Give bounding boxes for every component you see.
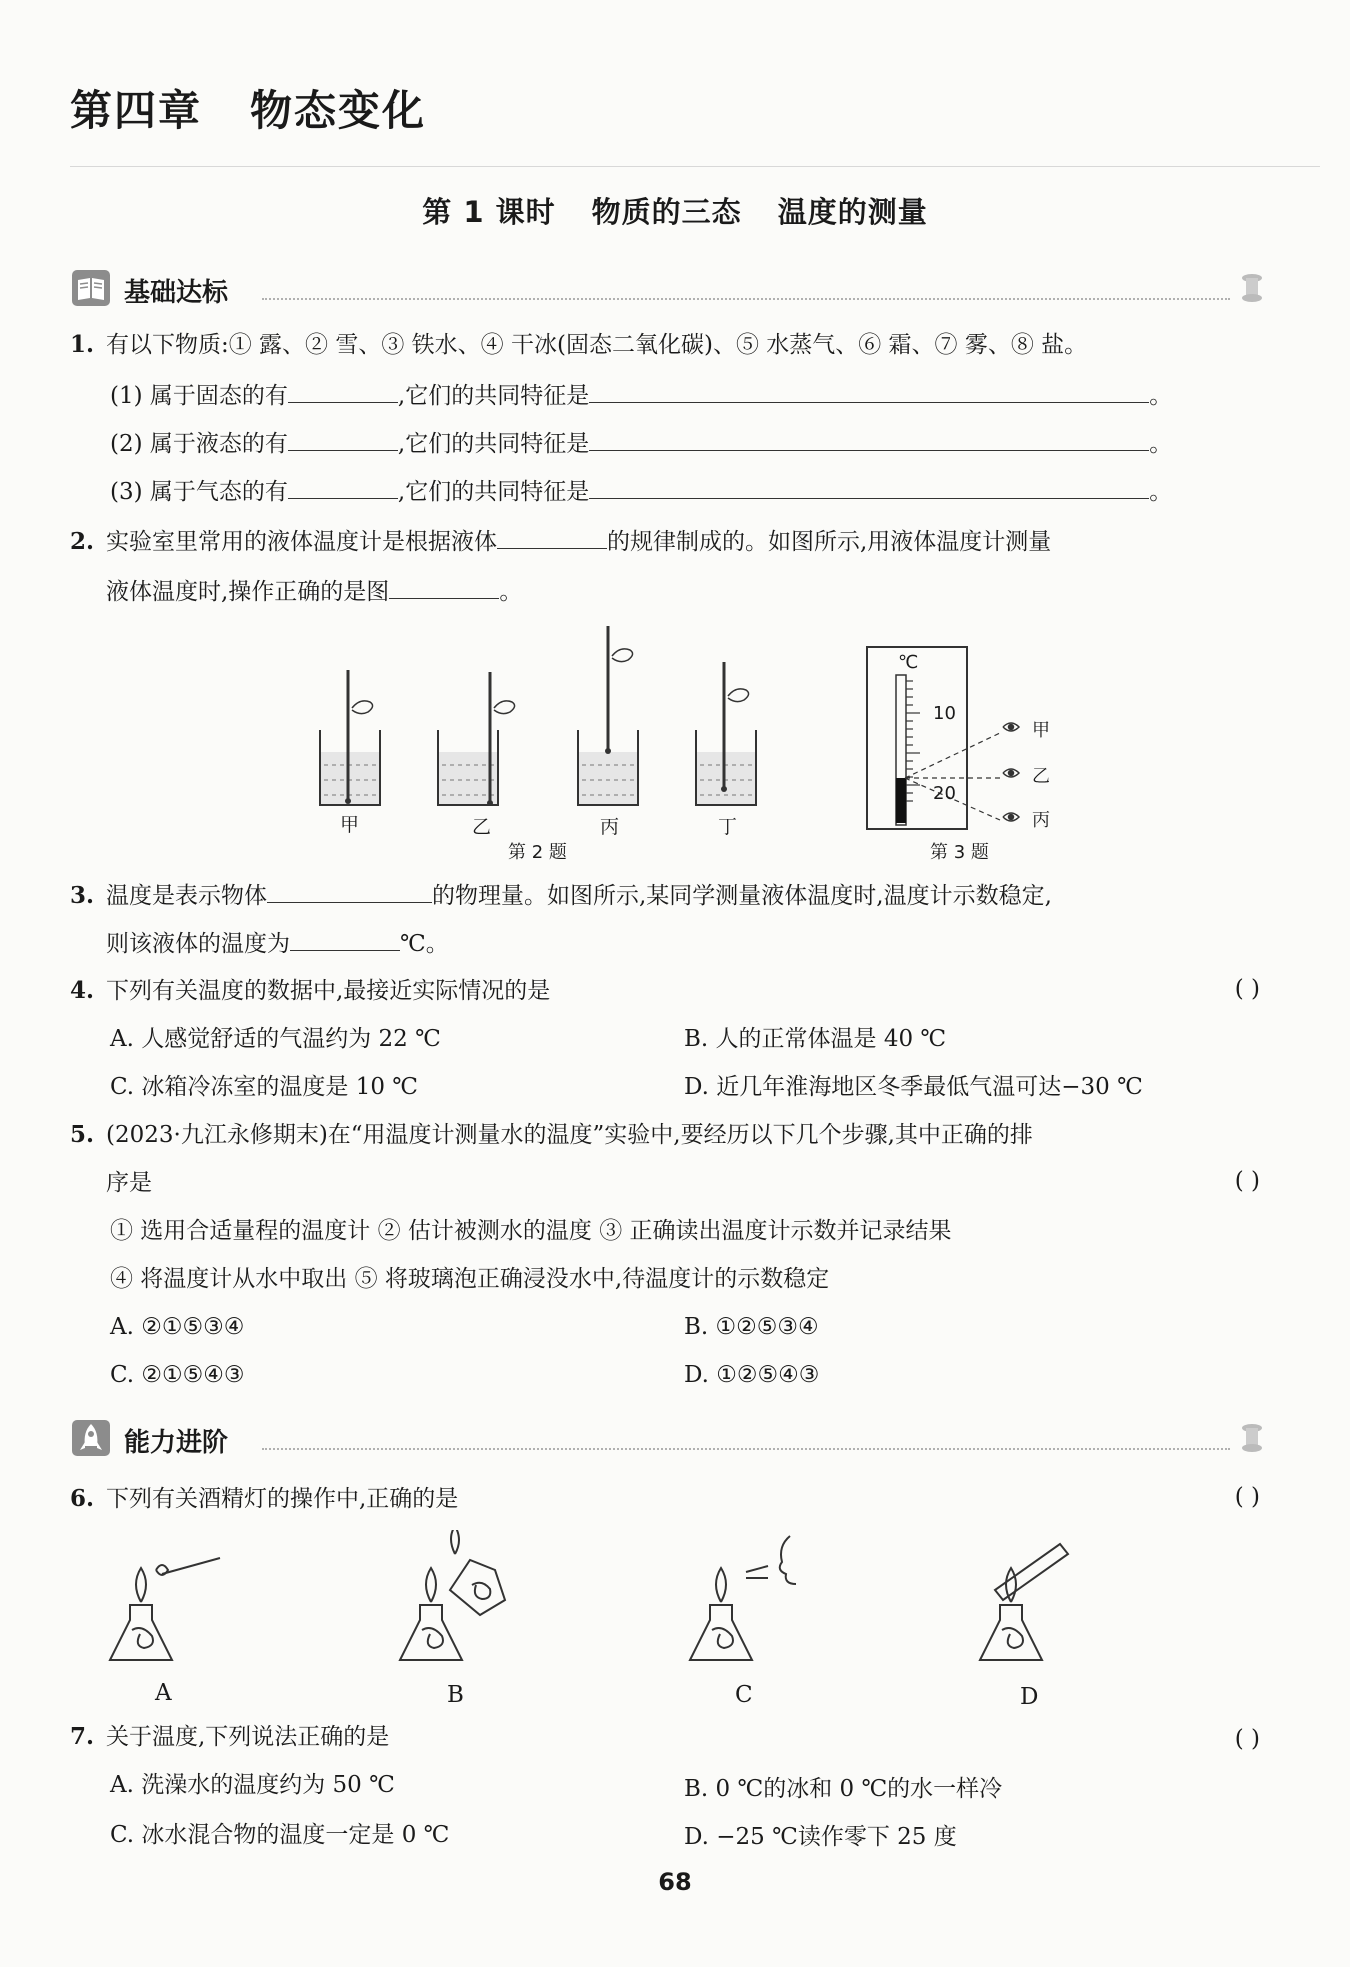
answer-paren[interactable]: ( )	[1234, 1726, 1260, 1752]
q1-part-2	[110, 428, 1172, 459]
lamp-label-b: B	[447, 1682, 464, 1708]
option-b: B. 人的正常体温是 40 ℃	[684, 1026, 947, 1052]
section-rule	[262, 298, 1230, 300]
part-text: (2) 属于液态的有	[110, 431, 288, 457]
question-number: 5.	[70, 1121, 95, 1148]
q4-stem	[70, 976, 550, 1006]
answer-blank[interactable]	[288, 380, 398, 403]
answer-blank[interactable]	[497, 526, 607, 549]
beaker-label-bing: 丙	[600, 816, 620, 838]
question-number: 7.	[70, 1723, 95, 1750]
chapter-label: 第四章	[70, 86, 203, 135]
part-text: (1) 属于固态的有	[110, 383, 288, 409]
option-c: C. 冰水混合物的温度一定是 0 ℃	[110, 1822, 450, 1848]
question-text: (2023·九江永修期末)在“用温度计测量水的温度”实验中,要经历以下几个步骤,其中正确的排	[106, 1122, 1033, 1148]
question-number: 3.	[70, 882, 95, 909]
question-text: 关于温度,下列说法正确的是	[106, 1724, 390, 1750]
q5-steps-1: ① 选用合适量程的温度计 ② 估计被测水的温度 ③ 正确读出温度计示数并记录结果	[110, 1218, 952, 1244]
option-d: D. 近几年淮海地区冬季最低气温可达−30 ℃	[684, 1074, 1143, 1100]
thermometer-tick-20: 20	[933, 783, 956, 804]
part-end: 。	[1149, 479, 1173, 505]
eye-label-jia: 甲	[1032, 720, 1050, 741]
chapter-divider	[70, 166, 1320, 167]
question-text: 温度是表示物体	[106, 883, 267, 909]
answer-blank[interactable]	[288, 428, 398, 451]
answer-blank[interactable]	[290, 928, 400, 951]
q5-steps-2: ④ 将温度计从水中取出 ⑤ 将玻璃泡正确浸没水中,待温度计的示数稳定	[110, 1266, 830, 1292]
book-icon	[72, 270, 110, 306]
option-b: B. ①②⑤③④	[684, 1314, 819, 1340]
q1-stem	[70, 330, 1087, 360]
answer-blank[interactable]	[589, 380, 1149, 403]
option-b: B. 0 ℃的冰和 0 ℃的水一样冷	[684, 1776, 1003, 1802]
option-a: A. 洗澡水的温度约为 50 ℃	[110, 1772, 395, 1798]
option-a: A. 人感觉舒适的气温约为 22 ℃	[110, 1026, 441, 1052]
q2-line-1	[70, 526, 1051, 557]
spool-icon	[1238, 1422, 1266, 1458]
lamp-label-a: A	[155, 1680, 172, 1706]
part-text: ,它们的共同特征是	[397, 431, 590, 457]
answer-paren[interactable]: ( )	[1234, 976, 1260, 1002]
question-text: 下列有关温度的数据中,最接近实际情况的是	[106, 978, 551, 1004]
option-c: C. ②①⑤④③	[110, 1362, 245, 1388]
q5-line-1	[70, 1120, 1033, 1150]
answer-blank[interactable]	[389, 576, 499, 599]
lamp-label-d: D	[1020, 1684, 1039, 1710]
figure-beakers	[300, 620, 780, 860]
q3-line-1	[70, 880, 1052, 911]
section-label: 能力进阶	[124, 1428, 229, 1458]
option-d: D. ①②⑤④③	[684, 1362, 820, 1388]
question-text: 实验室里常用的液体温度计是根据液体	[106, 529, 497, 555]
answer-blank[interactable]	[267, 880, 432, 903]
chapter-name: 物态变化	[250, 86, 427, 135]
question-text: 的物理量。如图所示,某同学测量液体温度时,温度计示数稳定,	[432, 883, 1052, 909]
answer-blank[interactable]	[589, 476, 1149, 499]
beaker-label-ding: 丁	[718, 816, 738, 838]
option-a: A. ②①⑤③④	[110, 1314, 245, 1340]
thermometer-unit: ℃	[898, 652, 919, 673]
question-text: 有以下物质:① 露、② 雪、③ 铁水、④ 干冰(固态二氧化碳)、⑤ 水蒸气、⑥ 霜、⑦ 雾、⑧ 盐。	[106, 332, 1088, 358]
q5-line-2: 序是	[106, 1170, 152, 1196]
lesson-label: 第 1 课时	[422, 195, 556, 229]
beaker-label-jia: 甲	[340, 814, 360, 836]
rocket-icon	[72, 1420, 110, 1456]
part-text: ,它们的共同特征是	[397, 383, 590, 409]
thermometer-tick-10: 10	[933, 703, 956, 724]
option-d: D. −25 ℃读作零下 25 度	[684, 1824, 957, 1850]
answer-blank[interactable]	[288, 476, 398, 499]
question-text: ℃。	[400, 931, 449, 957]
section-header-basic	[72, 268, 1270, 310]
answer-paren[interactable]: ( )	[1234, 1484, 1260, 1510]
eye-label-bing: 丙	[1032, 810, 1050, 831]
answer-blank[interactable]	[589, 428, 1149, 451]
question-number: 2.	[70, 528, 95, 555]
q3-line-2	[106, 928, 449, 959]
q2-line-2	[106, 576, 522, 607]
beaker-label-yi: 乙	[472, 816, 492, 838]
spool-icon	[1238, 272, 1266, 308]
eye-label-yi: 乙	[1032, 766, 1050, 787]
question-text: 。	[499, 579, 523, 605]
question-text: 液体温度时,操作正确的是图	[106, 579, 390, 605]
q7-stem	[70, 1722, 389, 1752]
option-c: C. 冰箱冷冻室的温度是 10 ℃	[110, 1074, 419, 1100]
part-text: (3) 属于气态的有	[110, 479, 288, 505]
section-label: 基础达标	[124, 278, 229, 308]
figure-2-caption: 第 2 题	[508, 842, 567, 863]
section-header-advanced	[72, 1418, 1270, 1460]
part-text: ,它们的共同特征是	[397, 479, 590, 505]
question-number: 4.	[70, 977, 95, 1004]
section-rule	[262, 1448, 1230, 1450]
q1-part-3	[110, 476, 1172, 507]
question-text: 下列有关酒精灯的操作中,正确的是	[106, 1486, 459, 1512]
question-number: 1.	[70, 331, 95, 358]
question-number: 6.	[70, 1485, 95, 1512]
chapter-title	[70, 78, 426, 138]
part-end: 。	[1149, 431, 1173, 457]
lesson-title	[0, 190, 1350, 231]
answer-paren[interactable]: ( )	[1234, 1168, 1260, 1194]
q1-part-1	[110, 380, 1172, 411]
question-text: 则该液体的温度为	[106, 931, 290, 957]
question-text: 的规律制成的。如图所示,用液体温度计测量	[607, 529, 1052, 555]
lesson-topic: 温度的测量	[777, 195, 928, 229]
figure-thermometer	[865, 645, 1095, 835]
q6-stem	[70, 1484, 458, 1514]
lesson-name: 物质的三态	[591, 195, 742, 229]
page-number: 68	[658, 1868, 692, 1896]
part-end: 。	[1149, 383, 1173, 409]
figure-alcohol-lamps	[100, 1530, 1100, 1690]
lamp-label-c: C	[735, 1682, 753, 1708]
figure-3-caption: 第 3 题	[930, 842, 989, 863]
